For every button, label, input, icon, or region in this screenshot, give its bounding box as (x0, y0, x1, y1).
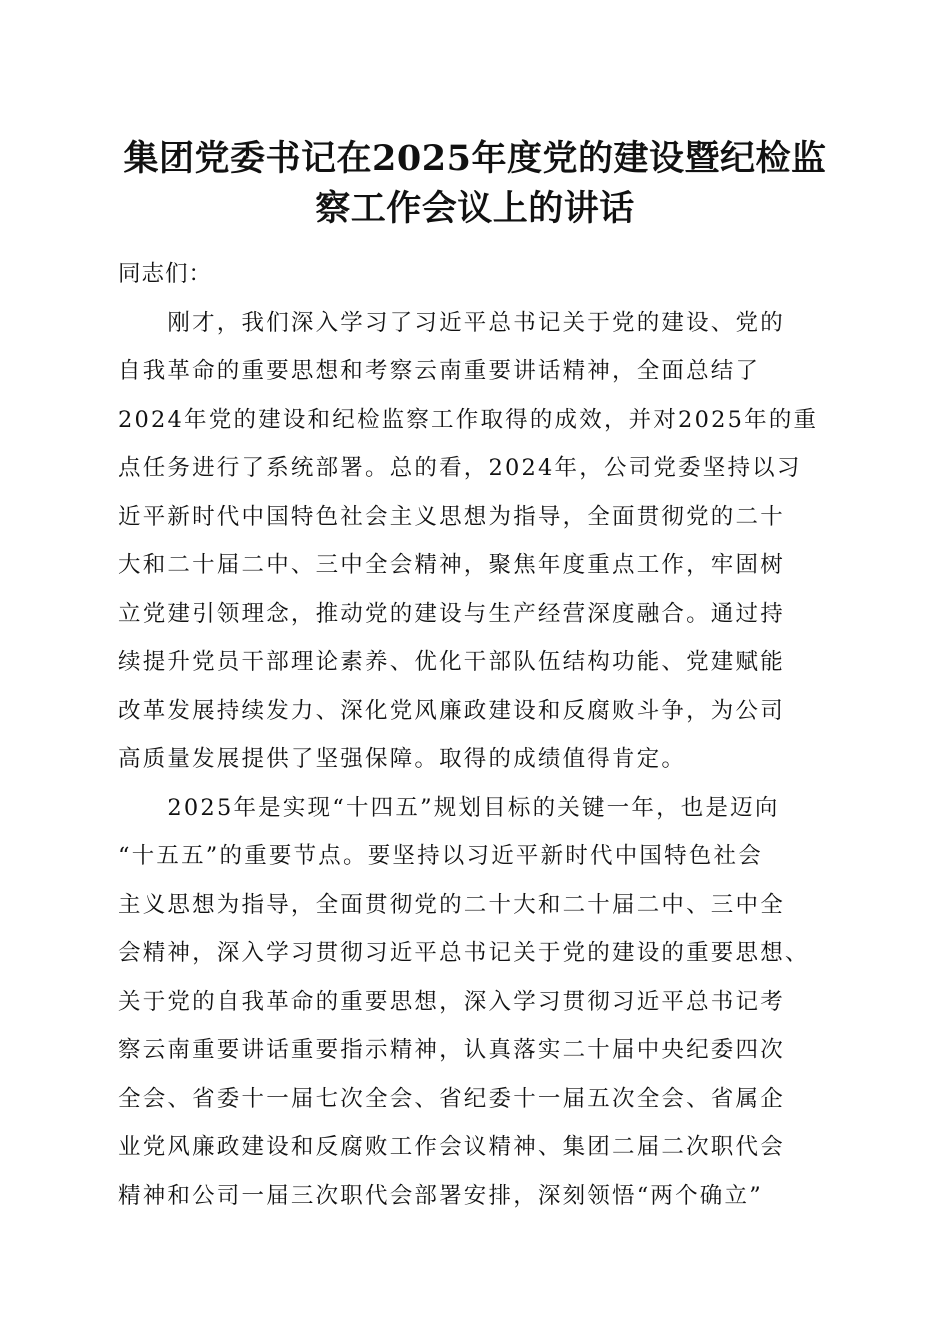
paragraph-1-line: 刚才，我们深入学习了习近平总书记关于党的建设、党的 (118, 309, 785, 336)
paragraph-2-line: 2025年是实现“十四五”规划目标的关键一年，也是迈向 (118, 794, 780, 821)
paragraph-1-line: 高质量发展提供了坚强保障。取得的成绩值得肯定。 (118, 746, 687, 772)
document-title (100, 134, 850, 234)
salutation: 同志们： (118, 261, 213, 287)
document-body (118, 250, 838, 1220)
paragraph-1-line: 点任务进行了系统部署。总的看，2024年，公司党委坚持以习 (118, 455, 802, 481)
paragraph-2-line: 察云南重要讲话重要指示精神，认真落实二十届中央纪委四次 (118, 1037, 785, 1063)
paragraph-2-line: 业党风廉政建设和反腐败工作会议精神、集团二届二次职代会 (118, 1134, 785, 1160)
paragraph-1-line: 立党建引领理念，推动党的建设与生产经营深度融合。通过持 (118, 600, 785, 627)
paragraph-2-line: 全会、省委十一届七次全会、省纪委十一届五次全会、省属企 (118, 1085, 785, 1112)
paragraph-2-line: 会精神，深入学习贯彻习近平总书记关于党的建设的重要思想、 (118, 940, 810, 966)
paragraph-2-line: 主义思想为指导，全面贯彻党的二十大和二十届二中、三中全 (118, 891, 785, 918)
paragraph-2-line: 精神和公司一届三次职代会部署安排，深刻领悟“两个确立” (118, 1182, 763, 1209)
paragraph-1-line: 2024年党的建设和纪检监察工作取得的成效，并对2025年的重 (118, 406, 819, 433)
title-line-2: 察工作会议上的讲话 (315, 188, 635, 229)
paragraph-1-line: 续提升党员干部理论素养、优化干部队伍结构功能、党建赋能 (118, 649, 785, 675)
title-line-1: 集团党委书记在2025年度党的建设暨纪检监 (123, 138, 827, 179)
paragraph-2-line: 关于党的自我革命的重要思想，深入学习贯彻习近平总书记考 (118, 988, 785, 1015)
paragraph-1-line: 自我革命的重要思想和考察云南重要讲话精神，全面总结了 (118, 358, 761, 384)
paragraph-1-line: 大和二十届二中、三中全会精神，聚焦年度重点工作，牢固树 (118, 552, 785, 578)
paragraph-1-line: 改革发展持续发力、深化党风廉政建设和反腐败斗争，为公司 (118, 697, 785, 724)
paragraph-2-line: “十五五”的重要节点。要坚持以习近平新时代中国特色社会 (118, 843, 763, 869)
paragraph-1-line: 近平新时代中国特色社会主义思想为指导，全面贯彻党的二十 (118, 503, 785, 530)
